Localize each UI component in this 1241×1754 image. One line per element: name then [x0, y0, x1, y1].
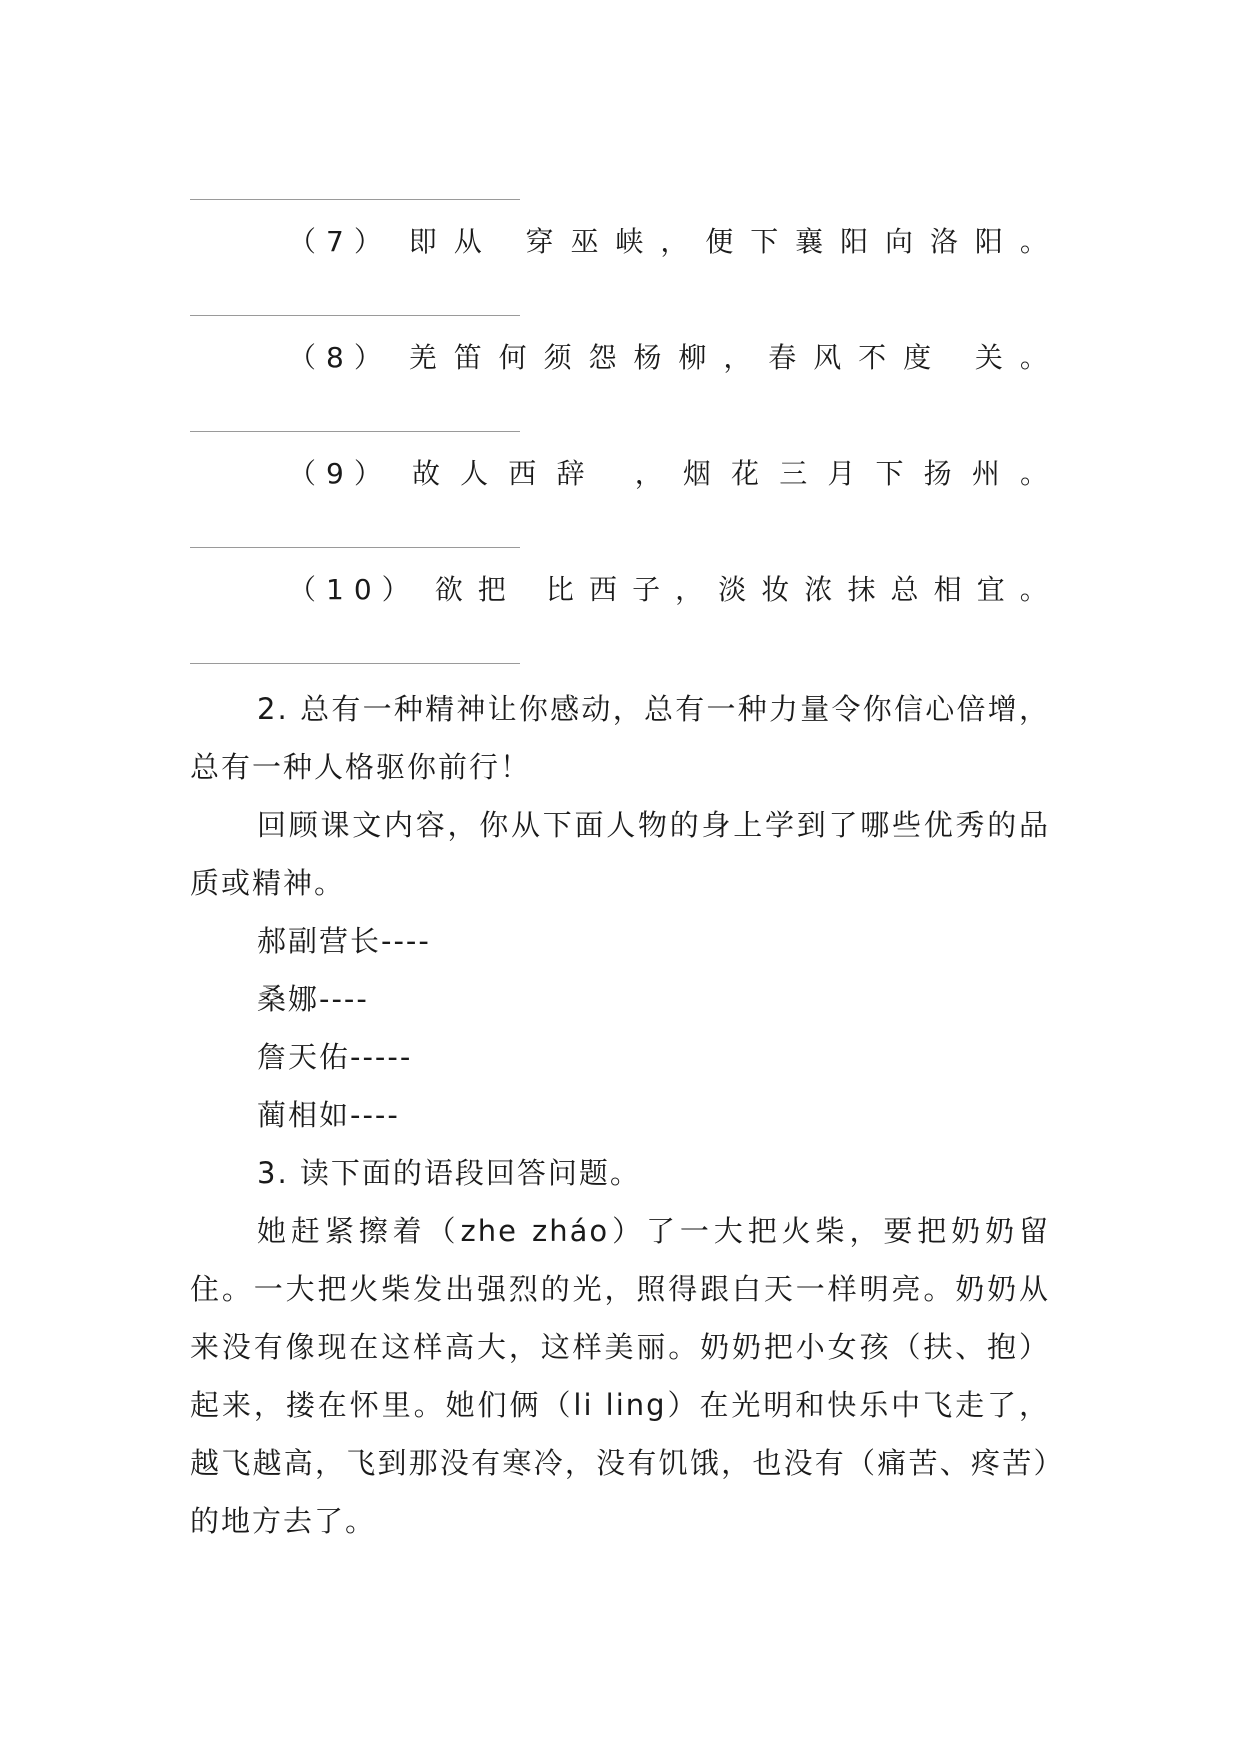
- poem-char: 阳: [840, 225, 869, 258]
- poem-char: 不: [858, 341, 887, 374]
- poem-char: 即: [408, 225, 437, 258]
- poem-number: （7）: [288, 225, 392, 258]
- poem-char: 峡: [615, 225, 644, 258]
- poem-char: 浓: [804, 573, 833, 606]
- poem-char: 度: [903, 341, 932, 374]
- poem-char: 何: [498, 341, 527, 374]
- poem-char: 向: [885, 225, 914, 258]
- poem-char: 怨: [588, 341, 617, 374]
- poem-line-8: [288, 338, 1048, 378]
- poem-char: 下: [750, 225, 779, 258]
- poem-char: 子: [632, 573, 661, 606]
- answer-blank-line: [190, 663, 520, 664]
- poem-char: 人: [460, 457, 489, 490]
- poem-char: 西: [589, 573, 618, 606]
- question-2-intro: 2. 总有一种精神让你感动，总有一种力量令你信心倍增，总有一种人格驱你前行！: [190, 692, 1050, 784]
- poem-line-7: [288, 222, 1048, 262]
- poem-char: 笛: [453, 341, 482, 374]
- poem-char: 故: [411, 457, 440, 490]
- poem-char: 关: [974, 341, 1003, 374]
- poem-number: （9）: [288, 457, 392, 490]
- poem-char: 把: [477, 573, 506, 606]
- poem-char: 阳: [974, 225, 1003, 258]
- poem-char: 花: [731, 457, 760, 490]
- poem-char: ，: [723, 341, 752, 374]
- person-item: 詹天佑-----: [257, 1040, 413, 1074]
- poem-char: ，: [634, 457, 663, 490]
- question-3-title: 3. 读下面的语段回答问题。: [257, 1156, 641, 1190]
- question-2-prompt: 回顾课文内容，你从下面人物的身上学到了哪些优秀的品质或精神。: [190, 808, 1050, 900]
- answer-blank-line: [190, 315, 520, 316]
- poem-char: 烟: [682, 457, 711, 490]
- person-item: 桑娜----: [257, 982, 369, 1016]
- poem-char: 月: [827, 457, 856, 490]
- poem-char: 风: [813, 341, 842, 374]
- poem-char: 淡: [718, 573, 747, 606]
- poem-char: ，: [675, 573, 704, 606]
- poem-char: 羌: [408, 341, 437, 374]
- poem-char: 扬: [923, 457, 952, 490]
- person-item: 蔺相如----: [257, 1098, 400, 1132]
- answer-blank-line: [190, 431, 520, 432]
- poem-char: 。: [1019, 573, 1048, 606]
- poem-char: 州: [971, 457, 1000, 490]
- poem-char: 西: [508, 457, 537, 490]
- poem-char: 春: [768, 341, 797, 374]
- poem-char: 杨: [633, 341, 662, 374]
- poem-char: 总: [890, 573, 919, 606]
- answer-blank-line: [190, 547, 520, 548]
- poem-char: 欲: [434, 573, 463, 606]
- poem-char: 抹: [847, 573, 876, 606]
- answer-blank-line: [190, 199, 520, 200]
- poem-char: 妆: [761, 573, 790, 606]
- poem-line-10: [288, 570, 1048, 610]
- poem-char: 相: [933, 573, 962, 606]
- poem-line-9: [288, 454, 1048, 494]
- poem-char: 从: [453, 225, 482, 258]
- poem-number: （10）: [288, 573, 420, 606]
- poem-char: 宜: [976, 573, 1005, 606]
- poem-char: 三: [779, 457, 808, 490]
- poem-char: 。: [1019, 457, 1048, 490]
- person-item: 郝副营长----: [257, 924, 431, 958]
- poem-char: 。: [1019, 341, 1048, 374]
- poem-char: 须: [543, 341, 572, 374]
- poem-number: （8）: [288, 341, 392, 374]
- poem-char: 比: [545, 573, 574, 606]
- poem-char: 。: [1019, 225, 1048, 258]
- question-3-passage: 她赶紧擦着（zhe zháo）了一大把火柴，要把奶奶留住。一大把火柴发出强烈的光，照得跟白天一样明亮。奶奶从来没有像现在这样高大，这样美丽。奶奶把小女孩（扶、抱）起来，搂在怀里。她们俩（li ling）在光明和快乐中飞走了，越飞越高，飞到那没有寒冷，没有饥饿，也没有（痛苦、疼苦）的地方去了。: [190, 1214, 1050, 1538]
- poem-char: 襄: [795, 225, 824, 258]
- poem-char: 巫: [570, 225, 599, 258]
- poem-char: ，: [660, 225, 689, 258]
- poem-char: 柳: [678, 341, 707, 374]
- poem-char: 辞: [556, 457, 585, 490]
- poem-char: 便: [705, 225, 734, 258]
- poem-char: 下: [875, 457, 904, 490]
- poem-char: 穿: [525, 225, 554, 258]
- poem-char: 洛: [929, 225, 958, 258]
